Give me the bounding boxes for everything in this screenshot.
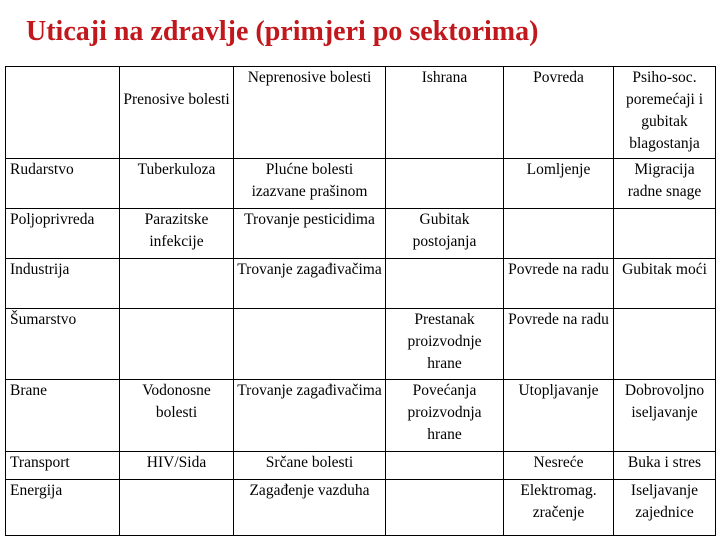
table-cell: Povećanja proizvodnja hrane	[386, 379, 504, 451]
table-cell: Migracija radne snage	[614, 159, 716, 209]
table-cell: Parazitske infekcije	[120, 209, 234, 259]
table-row	[6, 159, 716, 209]
table-cell: Lomljenje	[504, 159, 614, 209]
sector-label: Industrija	[6, 259, 120, 309]
sector-label: Transport	[6, 451, 120, 479]
table-cell: Dobrovoljno iseljavanje	[614, 379, 716, 451]
table-cell	[120, 479, 234, 535]
table-cell	[386, 259, 504, 309]
table-cell	[614, 209, 716, 259]
table-cell: Srčane bolesti	[234, 451, 386, 479]
corner-cell	[6, 67, 120, 159]
sector-label: Rudarstvo	[6, 159, 120, 209]
column-header: Psiho-soc. poremećaji i gubitak blagostanja	[614, 67, 716, 159]
table-cell: Trovanje zagađivačima	[234, 379, 386, 451]
page-title: Uticaji na zdravlje (primjeri po sektorima)	[26, 16, 539, 47]
table-cell: Prestanak proizvodnje hrane	[386, 309, 504, 379]
table-row	[6, 479, 716, 535]
table-row	[6, 451, 716, 479]
table-cell: Tuberkuloza	[120, 159, 234, 209]
table-cell: Povrede na radu	[504, 259, 614, 309]
table-cell: Buka i stres	[614, 451, 716, 479]
table-row	[6, 379, 716, 451]
table-cell: HIV/Sida	[120, 451, 234, 479]
table-cell: Gubitak postojanja	[386, 209, 504, 259]
sector-label: Poljoprivreda	[6, 209, 120, 259]
table-cell	[120, 259, 234, 309]
table-cell	[504, 209, 614, 259]
table-cell	[386, 159, 504, 209]
table-cell: Povrede na radu	[504, 309, 614, 379]
sector-label: Brane	[6, 379, 120, 451]
table-cell: Trovanje pesticidima	[234, 209, 386, 259]
table-cell: Zagađenje vazduha	[234, 479, 386, 535]
header-row	[6, 67, 716, 159]
table-cell	[614, 309, 716, 379]
table-cell	[120, 309, 234, 379]
table-cell: Elektromag. zračenje	[504, 479, 614, 535]
table-cell: Gubitak moći	[614, 259, 716, 309]
column-header: Neprenosive bolesti	[234, 67, 386, 159]
table-cell: Plućne bolesti izazvane prašinom	[234, 159, 386, 209]
column-header: Ishrana	[386, 67, 504, 159]
table-cell: Utopljavanje	[504, 379, 614, 451]
table-cell	[386, 451, 504, 479]
table-cell: Trovanje zagađivačima	[234, 259, 386, 309]
table-cell	[386, 479, 504, 535]
table-cell: Vodonosne bolesti	[120, 379, 234, 451]
sector-label: Šumarstvo	[6, 309, 120, 379]
table-cell	[234, 309, 386, 379]
table-row	[6, 309, 716, 379]
sector-label: Energija	[6, 479, 120, 535]
table-cell: Nesreće	[504, 451, 614, 479]
column-header: Povreda	[504, 67, 614, 159]
table-cell: Iseljavanje zajednice	[614, 479, 716, 535]
column-header: Prenosive bolesti	[120, 67, 234, 159]
table-row	[6, 209, 716, 259]
table-row	[6, 259, 716, 309]
health-impacts-table	[5, 66, 716, 536]
